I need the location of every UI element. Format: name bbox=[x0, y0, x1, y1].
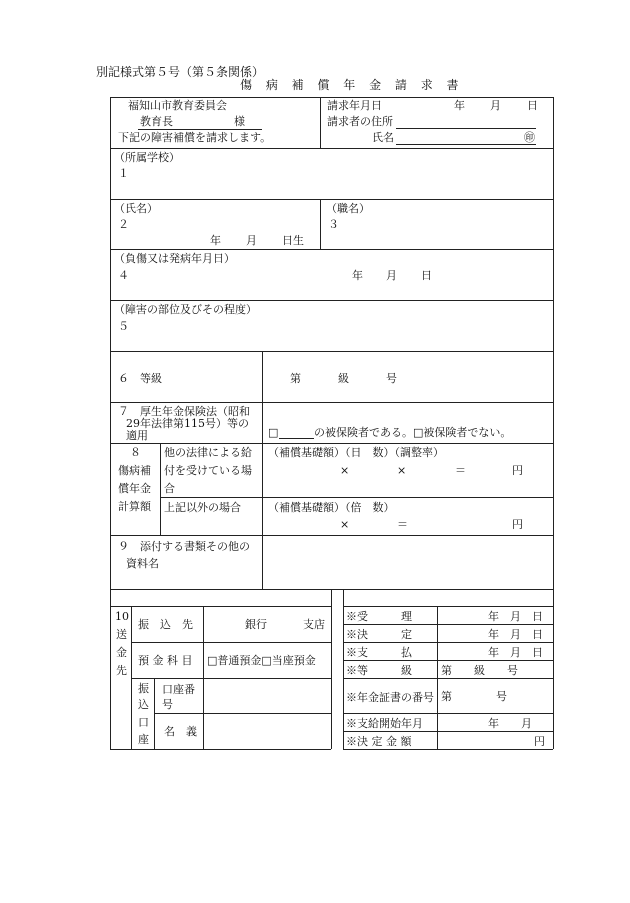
other-law-formula-label: （補償基礎額）（日 数）（調整率） bbox=[268, 446, 444, 459]
pension-law-line2: 29年法律第115号）等の bbox=[126, 417, 249, 430]
else-case-label: 上記以外の場合 bbox=[164, 501, 241, 514]
other-law-line3: 合 bbox=[164, 482, 175, 495]
office-received-label: ※受 理 bbox=[346, 610, 412, 623]
request-date-day[interactable]: 日 bbox=[527, 99, 538, 112]
name-number: ２ bbox=[118, 218, 129, 231]
office-paid-label: ※支 払 bbox=[346, 646, 412, 659]
account-number-line2: 号 bbox=[162, 698, 173, 711]
deposit-type-options[interactable]: □普通預金□当座預金 bbox=[207, 654, 316, 667]
other-law-equals: ＝ bbox=[455, 464, 466, 477]
applicant-address-line[interactable] bbox=[396, 128, 536, 129]
form-title: 傷 病 補 償 年 金 請 求 書 bbox=[240, 78, 464, 92]
calc-header-line2: 傷病補 bbox=[118, 464, 151, 477]
pension-law-line1: ７ 厚生年金保険法（昭和 bbox=[118, 405, 250, 418]
else-formula-label: （補償基礎額）（倍 数） bbox=[268, 501, 395, 514]
injury-site-label: （障害の部位及びその程度） bbox=[114, 303, 257, 316]
injury-date-label: （負傷又は発病年月日） bbox=[114, 252, 235, 265]
attach-line2: 資料名 bbox=[126, 557, 159, 570]
office-grade-value[interactable]: 第 級 号 bbox=[441, 664, 518, 677]
job-label: （職名） bbox=[326, 202, 370, 215]
name-field-label: （氏名） bbox=[114, 202, 158, 215]
account-group-line2: 込 bbox=[138, 698, 149, 711]
form-number: 別記様式第５号（第５条関係） bbox=[96, 65, 265, 79]
calc-header-line3: 償年金 bbox=[118, 482, 151, 495]
else-yen: 円 bbox=[512, 518, 523, 531]
other-law-line1: 他の法律による給 bbox=[164, 446, 252, 459]
other-law-yen: 円 bbox=[512, 464, 523, 477]
account-group-line1: 振 bbox=[138, 682, 149, 695]
branch-label: 支店 bbox=[303, 618, 325, 631]
injury-site-number: ５ bbox=[118, 320, 129, 333]
school-number: １ bbox=[118, 167, 129, 180]
attach-line1: ９ 添付する書類その他の bbox=[118, 540, 250, 553]
addressee-board: 福知山市教育委員会 bbox=[128, 99, 227, 112]
office-certificate-label: ※年金証書の番号 bbox=[346, 691, 434, 704]
other-law-line2: 付を受けている場 bbox=[164, 464, 252, 477]
office-start-label: ※支給開始年月 bbox=[346, 717, 423, 730]
remit-section-line3: 金 bbox=[116, 646, 127, 659]
deposit-type-label: 預 金 科 目 bbox=[138, 654, 193, 667]
injury-month[interactable]: 月 bbox=[386, 269, 397, 282]
other-law-times1: × bbox=[340, 464, 350, 477]
request-date-month[interactable]: 月 bbox=[490, 99, 501, 112]
grade-dai: 第 bbox=[290, 372, 301, 385]
injury-number: ４ bbox=[118, 269, 129, 282]
insured-text: の被保険者である。□被保険者でない。 bbox=[314, 426, 512, 439]
transfer-dest-label: 振 込 先 bbox=[138, 618, 193, 631]
addressee-superintendent: 教育長 bbox=[140, 115, 173, 128]
office-start-value[interactable]: 年 月 bbox=[488, 717, 532, 730]
remit-section-line1: 10 bbox=[115, 610, 129, 623]
request-date-year[interactable]: 年 bbox=[454, 99, 465, 112]
applicant-name-line[interactable] bbox=[396, 144, 536, 145]
office-amount-label: ※決 定 金 額 bbox=[346, 735, 412, 748]
birth-month[interactable]: 月 bbox=[246, 234, 257, 247]
insured-checkbox[interactable]: □ bbox=[268, 426, 279, 439]
office-received-value[interactable]: 年 月 日 bbox=[488, 610, 543, 623]
grade-label: ６ 等級 bbox=[118, 372, 162, 385]
office-paid-value[interactable]: 年 月 日 bbox=[488, 646, 543, 659]
pension-law-line3: 適用 bbox=[126, 429, 148, 442]
job-number: ３ bbox=[328, 218, 339, 231]
account-group-line4: 座 bbox=[138, 733, 149, 746]
other-law-times2: × bbox=[397, 464, 407, 477]
office-decided-value[interactable]: 年 月 日 bbox=[488, 628, 543, 641]
remit-section-line2: 送 bbox=[116, 628, 127, 641]
else-equals: ＝ bbox=[397, 518, 408, 531]
account-group-line3: 口 bbox=[138, 716, 149, 729]
office-grade-label: ※等 級 bbox=[346, 664, 412, 677]
insured-law-line[interactable] bbox=[279, 438, 314, 439]
account-number-line1: 口座番 bbox=[162, 683, 195, 696]
office-decided-label: ※決 定 bbox=[346, 628, 412, 641]
request-statement: 下記の障害補償を請求します。 bbox=[118, 131, 272, 144]
grade-go: 号 bbox=[386, 372, 397, 385]
bank-label: 銀行 bbox=[245, 618, 267, 631]
school-label: （所属学校） bbox=[114, 151, 180, 164]
applicant-address-label: 請求者の住所 bbox=[327, 115, 393, 128]
grade-kyu: 級 bbox=[338, 372, 349, 385]
addressee-honorific: 様 bbox=[234, 115, 245, 128]
seal-mark: ㊞ bbox=[524, 131, 535, 144]
injury-day[interactable]: 日 bbox=[421, 269, 432, 282]
birth-year[interactable]: 年 bbox=[210, 234, 221, 247]
injury-year[interactable]: 年 bbox=[352, 269, 363, 282]
office-certificate-value[interactable]: 第 号 bbox=[441, 690, 507, 703]
applicant-name-label: 氏名 bbox=[372, 131, 394, 144]
calc-header-line1: ８ bbox=[130, 446, 141, 459]
birth-day[interactable]: 日生 bbox=[282, 234, 304, 247]
else-times: × bbox=[340, 518, 350, 531]
request-date-label: 請求年月日 bbox=[327, 99, 382, 112]
office-amount-value[interactable]: 円 bbox=[534, 735, 545, 748]
calc-header-line4: 計算額 bbox=[118, 500, 151, 513]
remit-section-line4: 先 bbox=[116, 664, 127, 677]
account-name-label: 名 義 bbox=[164, 725, 197, 738]
